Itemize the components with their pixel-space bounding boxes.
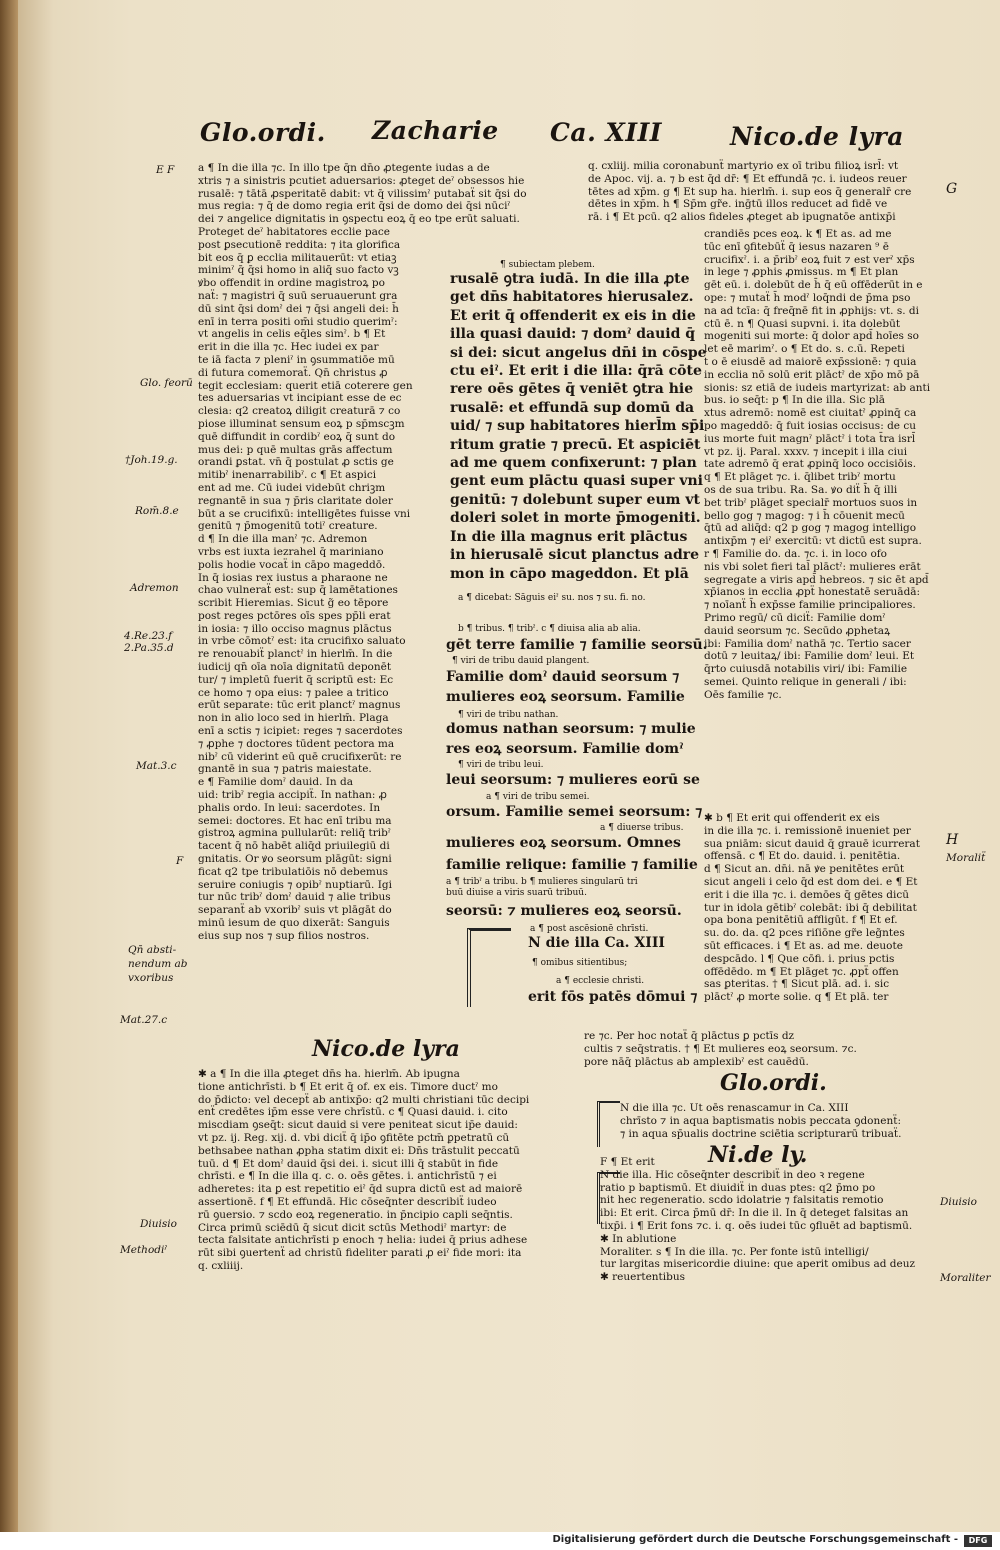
margin-glo-feorum: Glo. feorū bbox=[140, 377, 193, 389]
bible-text-line: mulieres eoꝝ seorsum. Omnes bbox=[446, 835, 681, 851]
postilla-line: pore nāq̄ plāctus ab amplexibˀ est cauēdū. bbox=[584, 1055, 809, 1068]
gloss-line: post ꝑsecutionē reddita: ⁊ ita glorifica bbox=[198, 238, 401, 251]
lyra-line: miscdiam ꝯseq̄t: sicut dauid si vere peniteat sicut ip̄e dauid: bbox=[198, 1119, 518, 1132]
postilla-line: erit i die illa ⁊c. i. demōes q̄ gētes dicū bbox=[704, 888, 909, 901]
gloss-line: chao vulneraẗ est: sup q̄ lamētationes bbox=[198, 584, 398, 597]
gloss-line: di futura comemoraẗ. Qn̄ christus ꝓ bbox=[198, 366, 388, 379]
postilla-line: q̄rto cuiusdā notabilis viri/ ibi: Familie bbox=[704, 663, 908, 676]
margin-adremon: Adremon bbox=[130, 582, 179, 594]
lyra-line: nit hec regeneratio. scdo idolatrie ⁊ falsitatis remotio bbox=[600, 1194, 884, 1207]
postilla-line: sionis: sz etiā de iudeis martyrizat: ab anti bbox=[704, 381, 931, 394]
postilla-line: plāctˀ ꝓ morte solie. q ¶ Et plā. ter bbox=[704, 991, 889, 1004]
gloss-line: vt angelis in celis eq̄les simˀ. b ¶ Et bbox=[198, 328, 386, 341]
gloss-line: scribit Hieremias. Sicut g̃ eo tēpore bbox=[198, 597, 389, 610]
gloss-line: ꝟbo offendit in ordine magistroꝝ po bbox=[198, 277, 385, 290]
gloss-line: uid: tribˀ regia accipiẗ. In nathan: ꝓ bbox=[198, 789, 387, 802]
postilla-line: opa bona penitētiū affligūt. f ¶ Et ef. bbox=[704, 914, 898, 927]
gloss-line: clesia: q2 creatoꝝ diligit creaturā ⁊ co bbox=[198, 405, 401, 418]
lyra-line: q. cxliiij. bbox=[198, 1259, 244, 1272]
postilla-line: let eē marimˀ. o ¶ Et do. s. c.ū. Repeti bbox=[704, 343, 905, 356]
gloss-line: erit in die illa ⁊c. Hec iudei ex par bbox=[198, 341, 379, 354]
lyra-ch13-commentary bbox=[600, 1156, 942, 1316]
gloss-line: rā. i ¶ Et pcū. q2 alios fideles ꝓteget ab ipugnatōe antixp̄i bbox=[588, 211, 896, 224]
section-heading-glo-ordi: Glo.ordi. bbox=[720, 1070, 827, 1096]
gloss-line: polis hodie vocaẗ in cāpo mageddō. bbox=[198, 558, 386, 571]
lyra-line: tur largitas misericordie diuine: que aperit omibus ad deuz bbox=[600, 1258, 916, 1271]
lyra-line: ✱ reuertentibus bbox=[600, 1271, 686, 1284]
gloss-line: in vrbe cōmotˀ est: ita crucifixo saluato bbox=[198, 635, 406, 648]
lyra-line: vt pz. ij. Reg. xij. d. vbi diciẗ q̄ ip̄o ꝯfitēte pctm̄ ꝑpetratū cū bbox=[198, 1131, 510, 1144]
gloss-line: In q̄ iosias rex iustus a pharaone ne bbox=[198, 571, 388, 584]
postilla-line: r ¶ Familie do. da. ⁊c. i. in loco ofo bbox=[704, 547, 887, 560]
bible-text-line: get dn̄s habitatores hierusalez. bbox=[450, 289, 694, 306]
postilla-line: q ¶ Et plāget ⁊c. i. q̄libet tribˀ mortu bbox=[704, 471, 896, 484]
gloss-line: chrīsto ⁊ in aqua baptismatis nobis peccata ꝯdonenẗ: bbox=[620, 1114, 901, 1127]
postilla-line: offensā. c ¶ Et do. dauid. i. penitētia. bbox=[704, 850, 901, 863]
lyra-line: rū ꝯuersio. ⁊ scdo eoꝝ regeneratio. in p̄ncipio capli seq̄ntis. bbox=[198, 1208, 513, 1221]
bible-text-line: res eoꝝ seorsum. Familie domˀ bbox=[446, 741, 684, 757]
gloss-line: separanẗ ab vxoribˀ suis vt plāgāt do bbox=[198, 904, 392, 917]
postilla-line: in lege ⁊ ꝓphis ꝓmissus. m ¶ Et plan bbox=[704, 266, 899, 279]
postilla-line: ibi: Familia domˀ nathā ⁊c. Tertio sacer bbox=[704, 637, 911, 650]
postilla-line: in die illa ⁊c. i. remissionē inueniet per bbox=[704, 824, 911, 837]
margin-mat-3: Mat.3.c bbox=[136, 760, 177, 772]
gloss-line: ce homo ⁊ opa eius: ⁊ palee a tritico bbox=[198, 686, 389, 699]
bible-text-block-1 bbox=[450, 270, 707, 590]
section-heading-ni-de-ly: Ni.de ly. bbox=[708, 1142, 808, 1168]
margin-h: H bbox=[946, 832, 959, 848]
interlinear-gloss: ¶ omibus sitientibus; bbox=[532, 958, 628, 968]
postilla-line: antixp̄m ⁊ eiˀ exercitū: vt dictū est supra. bbox=[704, 535, 922, 548]
gloss-line: d ¶ In die illa manˀ ⁊c. Adremon bbox=[198, 533, 368, 546]
bible-text-line: mulieres eoꝝ seorsum. Familie bbox=[446, 689, 685, 705]
gloss-line: quē diffundit in cordibˀ eoꝝ q̄ sunt do bbox=[198, 430, 396, 443]
footer-credit: Digitalisierung gefördert durch die Deutsche Forschungsgemeinschaft - bbox=[552, 1534, 958, 1545]
margin-vxoribus: vxoribus bbox=[128, 972, 174, 984]
postilla-line: mogeniti sui morte: q̄ dolor apd̄ hoīes so bbox=[704, 330, 919, 343]
gloss-line: mitibˀ inenarrabilibˀ. c ¶ Et aspici bbox=[198, 469, 377, 482]
gloss-line: non in alio loco sed in hierlm̄. Plaga bbox=[198, 712, 389, 725]
lyra-line: assertionē. f ¶ Et effundā. Hic cōseq̄nter describiẗ iudeo bbox=[198, 1195, 497, 1208]
gloss-line: naẗ: ⁊ magistri q̄ suū seruauerunt gra bbox=[198, 289, 398, 302]
postilla-line: su. do. da. q2 pces riſiōne gr̃e leg̃ntes bbox=[704, 927, 905, 940]
gloss-line: erūt separate: tūc erit planctˀ magnus bbox=[198, 699, 401, 712]
gloss-line: mus regia: ⁊ q̄ de domo regia erit q̄si de domo dei q̄si nūciˀ bbox=[198, 200, 511, 213]
section-heading-nico-de-lyra: Nico.de lyra bbox=[312, 1036, 460, 1062]
postilla-line: segregate a viris apd̄ hebreos. ⁊ sic ēt apd̄ bbox=[704, 573, 929, 586]
postilla-line: ⁊ noīanẗ h̄ exp̄sse familie principaliores. bbox=[704, 599, 916, 612]
margin-f: F bbox=[176, 855, 184, 867]
gloss-line: post reges pctōres oīs spes pp̄li erat bbox=[198, 609, 391, 622]
postilla-line: Oēs familie ⁊c. bbox=[704, 688, 782, 701]
right-moral-continuation bbox=[584, 1030, 944, 1074]
bible-text-line: mon in cāpo mageddon. Et plā bbox=[450, 565, 689, 582]
margin-2-pa: 2.Pa.35.d bbox=[124, 642, 174, 654]
margin-diuisio: Diuisio bbox=[140, 1218, 177, 1230]
gloss-line: genitū ⁊ p̄mogenitū totiˀ creature. bbox=[198, 520, 378, 533]
bible-text-line: gēt terre familie ⁊ familie seorsū. bbox=[446, 637, 708, 653]
glossa-ordinaria-ch13 bbox=[620, 1102, 942, 1142]
postilla-line: tate adremō q̄ erat ꝓpinq̄ loco occisiōis. bbox=[704, 458, 917, 471]
bible-text-line: rere oēs gētes q̄ veniēt ꝯtra hie bbox=[450, 381, 694, 398]
postilla-line: xtus adremō: nomē est ciuitatˀ ꝓpinq̄ ca bbox=[704, 407, 917, 420]
gloss-line: ent ad me. Cū iudei videbūt chriꝫm bbox=[198, 481, 386, 494]
gloss-line: gnantē in sua ⁊ patris maiestate. bbox=[198, 763, 372, 776]
bible-text-line: In die illa magnus erit plāctus bbox=[450, 528, 688, 545]
bible-text-line: rusalē: et effundā sup domū da bbox=[450, 399, 695, 416]
postilla-line: ius morte fuit magnˀ plāctˀ i tota t̄ra isrl̄ bbox=[704, 432, 916, 445]
margin-4-re: 4.Re.23.f bbox=[124, 630, 173, 642]
lyra-line: ✱ In ablutione bbox=[600, 1232, 677, 1245]
margin-qn-abstinendum: Qn̄ absti- bbox=[128, 944, 177, 956]
postilla-line: bus. io seq̄t: p ¶ In die illa. Sic plā bbox=[704, 394, 886, 407]
gloss-line: dei ⁊ angelice dignitatis in ꝯspectu eoꝝ q̄ eo tpe erūt saluati. bbox=[198, 213, 520, 226]
gloss-line: tur/ ⁊ impletū fuerit q̄ scriptū est: Ec bbox=[198, 673, 394, 686]
gloss-line: a ¶ In die illa ⁊c. In illo tpe q̄n dn̄o ꝓtegente iudas a de bbox=[198, 162, 490, 174]
postilla-line: in ecclia nō solū erit plāctˀ de xp̄o mō pā bbox=[704, 368, 920, 381]
postilla-line: nis vbi solet fieri tal̄ plāctˀ: mulieres erāt bbox=[704, 560, 921, 573]
gloss-line: tur nūc tribˀ domˀ dauid ⁊ alie tribus bbox=[198, 891, 391, 904]
gloss-line: piose illuminat sensum eoꝝ p sp̄mscꝫm bbox=[198, 417, 405, 430]
postilla-line: q̄tū ad aliq̄d: q2 p gog ⁊ magog intelligo bbox=[704, 522, 917, 535]
gloss-line: te iā facta ⁊ pleniˀ in ꝯsummatiōe mū bbox=[198, 353, 395, 366]
postilla-line: Primo regū/ cū diciẗ: Familie domˀ bbox=[704, 611, 886, 624]
postilla-line: ✱ b ¶ Et erit qui offenderit ex eis bbox=[704, 812, 880, 824]
gloss-line: semei: doctores. Et hac enī tribu ma bbox=[198, 814, 392, 827]
interlinear-gloss: ¶ viri de tribu dauid plangent. bbox=[452, 656, 590, 666]
lyra-line: tixp̄i. i ¶ Erit fons ⁊c. i. q. oēs iudei tūc ꝯfluēt ad baptismū. bbox=[600, 1219, 913, 1232]
chapter-opening-line: erit fōs patēs dōmui ⁊ bbox=[528, 989, 698, 1005]
postilla-line: ctū ē. n ¶ Quasi supvni. i. ita dolebūt bbox=[704, 317, 901, 330]
interlinear-gloss: a ¶ post ascēsionē chrīsti. bbox=[530, 924, 649, 934]
gloss-line: ⁊ in aqua sp̄ualis doctrine sciētia scripturarū tribuaẗ. bbox=[620, 1127, 902, 1140]
lyra-line: adheretes: ita ꝑ est repetitio eiˀ q̄d supra dictū est ad maiorē bbox=[198, 1183, 523, 1196]
bible-text-line: illa quasi dauid: ⁊ domˀ dauid q̄ bbox=[450, 326, 696, 343]
gloss-line: Proteget deˀ habitatores ecclie pace bbox=[198, 225, 390, 238]
gloss-line: gistroꝝ agmina pullularūt: reliq̄ tribˀ bbox=[198, 827, 391, 840]
gloss-line: gnitatis. Or ꝟo seorsum plāgūt: signi bbox=[198, 853, 392, 866]
gloss-line: regnantē in sua ⁊ p̄ris claritate doler bbox=[198, 494, 393, 507]
lyra-line: do p̄dicto: vel decepẗ ab antixp̄o: q2 multi christiani tūc decipi bbox=[198, 1093, 530, 1106]
postilla-line: vt pz. ij. Paral. xxxv. ⁊ incepit i illa ciui bbox=[704, 445, 908, 458]
gloss-line: in iosia: ⁊ illo occiso magnus plāctus bbox=[198, 622, 392, 635]
book-gutter bbox=[0, 0, 18, 1532]
interlinear-gloss: ¶ subiectam plebem. bbox=[500, 260, 595, 270]
gloss-line: rusalē: ⁊ tātā ꝓsperitatē dabit: vt q̄ vilissimˀ putabaẗ sit q̄si do bbox=[198, 187, 527, 200]
decorated-initial-i bbox=[467, 928, 511, 1007]
gloss-line: ficat q2 tpe tribulatiōis nō debemus bbox=[198, 865, 389, 878]
bible-text-line: seorsū: ⁊ mulieres eoꝝ seorsū. bbox=[446, 903, 682, 919]
interlinear-gloss: ¶ viri de tribu nathan. bbox=[458, 710, 559, 720]
gloss-line: tes aduersarias vt incipiant esse de ec bbox=[198, 392, 402, 405]
interlinear-gloss: a ¶ diuerse tribus. bbox=[600, 823, 684, 833]
lyra-line: tecta falsitate antichrīsti p enoch ⁊ helia: iudei q̄ prius adhese bbox=[198, 1234, 528, 1247]
lyra-commentary bbox=[198, 1068, 566, 1284]
postilla-line: sūt efficaces. i ¶ Et as. ad me. deuote bbox=[704, 939, 903, 952]
header-zacharie: Zacharie bbox=[372, 116, 499, 145]
lyra-line: ibi: Et erit. Circa p̄mū dr̄: In die il. In q̄ deteget falsitas an bbox=[600, 1207, 909, 1220]
decorated-initial-i bbox=[597, 1101, 620, 1147]
bible-text-line: Familie domˀ dauid seorsum ⁊ bbox=[446, 669, 680, 685]
gloss-line: enī a sctis ⁊ icipiet: reges ⁊ sacerdotes bbox=[198, 725, 403, 738]
bible-text-line: uid/ ⁊ sup habitatores hierl̄m sp̄i bbox=[450, 418, 705, 435]
margin-joh: †Joh.19.g. bbox=[125, 454, 178, 466]
interlinear-gloss: ¶ viri de tribu leui. bbox=[458, 760, 544, 770]
gloss-line: dū sint q̄si domˀ dei ⁊ q̄si angeli dei: h̄ bbox=[198, 302, 399, 315]
bible-text-line: gent eum plāctu quasi super vni bbox=[450, 473, 703, 490]
lyra-line: Circa primū sciēdū q̄ sicut dicit sctūs Methodiˀ martyr: de bbox=[198, 1221, 507, 1234]
postilla-line: bello gog ⁊ magog: ⁊ i h̄ cōuenit mecū bbox=[704, 509, 905, 522]
gloss-line: N die illa ⁊c. Ut oēs renascamur in Ca. XIII bbox=[620, 1102, 849, 1114]
gloss-line: iudicij qn̄ oīa noīa dignitatū deponēt bbox=[198, 661, 392, 674]
postilla-line: na ad tcīa: q̄ freq̄nē fit in ꝓphijs: vt. s. di bbox=[704, 304, 919, 317]
header-chapter: Ca. XIII bbox=[550, 118, 662, 147]
lyra-line: ✱ a ¶ In die illa ꝓteget dn̄s ha. hierlm̄. Ab ipugna bbox=[198, 1068, 460, 1080]
bible-text-line: doleri solet in morte p̄mogeniti. bbox=[450, 510, 701, 527]
postilla-line: cultis ⁊ seq̄stratis. † ¶ Et mulieres eoꝝ seorsum. ⁊c. bbox=[584, 1042, 857, 1055]
margin-moraliter: Moraliẗ bbox=[946, 852, 986, 864]
postilla-line: po mageddō: q̄ fuit iosias occisus: de cu bbox=[704, 419, 916, 432]
gloss-line: nibˀ cū viderint eū quē crucifixerūt: re bbox=[198, 750, 402, 763]
lyra-line: tuū. d ¶ Et domˀ dauid q̄si dei. i. sicut illi q̄ stabūt in fide bbox=[198, 1157, 499, 1170]
margin-g: G bbox=[946, 181, 958, 197]
postilla-line: tūc enī ꝯfitebūẗ q̄ iesus nazaren ⁹ ē bbox=[704, 240, 889, 253]
postilla-line: despcādo. l ¶ Que cōfi. i. prius pctis bbox=[704, 952, 895, 965]
gloss-line: būt a se crucifixū: intelligētes fuisse vni bbox=[198, 507, 411, 520]
postilla-line: t o ē eiusdē ad maiorē exp̄ssionē: ⁊ quia bbox=[704, 355, 917, 368]
lyra-line: ratio p baptismū. Et diuidiẗ in duas ptes: q2 p̄mo po bbox=[600, 1181, 876, 1194]
gloss-line: vrbs est iuxta iezrahel q̄ mariniano bbox=[198, 545, 384, 558]
bible-text-line: ritum gratie ⁊ precū. Et aspiciēt bbox=[450, 436, 701, 453]
postilla-line: semei. Quinto relique in generali / ibi: bbox=[704, 675, 907, 688]
postilla-line: ope: ⁊ mutaẗ h̄ modˀ loq̄ndi de p̄ma pso bbox=[704, 291, 911, 304]
interlinear-gloss: b ¶ tribus. ¶ tribˀ. c ¶ diuisa alia ab alia. bbox=[458, 624, 641, 634]
lyra-line: N die illa. Hic cōseq̄nter describiẗ in deo ꝛ regene bbox=[600, 1168, 865, 1181]
gloss-line: q. cxliij. milia coronabunẗ martyrio ex oī tribu filioꝝ isrl̄: vt bbox=[588, 160, 899, 172]
gloss-line: eius sup nos ⁊ sup filios nostros. bbox=[198, 929, 370, 942]
gloss-line: enī in terra positi om̄i studio querimˀ: bbox=[198, 315, 398, 328]
postilla-line: re ⁊c. Per hoc notaẗ q̄ plāctus ꝑ pctīs dz bbox=[584, 1030, 795, 1042]
gloss-line: orandi ꝑstat. vn̄ q̄ postulat ꝓ sctis ge bbox=[198, 456, 394, 469]
gloss-line: mus dei: p quē multas grās affectum bbox=[198, 443, 393, 456]
interlinear-gloss: buū diuise a viris suarū tribuū. bbox=[446, 888, 587, 898]
bible-text-line: Et erit q̄ offenderit ex eis in die bbox=[450, 307, 696, 324]
margin-moraliter-right: Moraliter bbox=[940, 1272, 991, 1284]
lyra-line: rūt sibi ꝯuertenẗ ad christū fideliter parati ꝓ eiˀ fide mori: ita bbox=[198, 1247, 522, 1260]
lyra-line: bethsabee nathan ꝓpha statim dixit ei: Dn̄s trāstulit peccatū bbox=[198, 1144, 520, 1157]
gloss-line: dētes in xp̄m. h ¶ Sp̄m gr̃e. inḡtū illos reducet ad fidē ve bbox=[588, 198, 888, 211]
bible-text-line: orsum. Familie semei seorsum: ⁊ bbox=[446, 804, 703, 820]
dfg-logo: DFG bbox=[964, 1535, 992, 1547]
right-postilla-column bbox=[704, 228, 952, 808]
interlinear-gloss: a ¶ ecclesie christi. bbox=[556, 976, 645, 986]
margin-rom: Rom̄.8.e bbox=[135, 505, 179, 517]
gloss-line: ⁊ ꝓphe ⁊ doctores tūdent pectora ma bbox=[198, 737, 395, 750]
gloss-line: minimˀ q̄ q̄si homo in aliq̄ suo facto vꝫ bbox=[198, 264, 399, 277]
postilla-line: dauid seorsum ⁊c. Secūdo ꝓphetaꝝ bbox=[704, 624, 891, 637]
postilla-line: xp̄ianos in ecclia ꝓpẗ honestatē seruādā: bbox=[704, 586, 921, 599]
bible-text-line: genitū: ⁊ dolebunt super eum vt bbox=[450, 491, 700, 508]
bible-text-line: rusalē ꝯtra iudā. In die illa ꝓte bbox=[450, 271, 690, 287]
margin-methodi: Methodiˀ bbox=[120, 1244, 168, 1256]
gloss-line: xtris ⁊ a sinistris pcutiet aduersarios: ꝓteget deˀ obsessos hie bbox=[198, 174, 525, 187]
lyra-line: chrīsti. e ¶ In die illa q. c. o. oēs gētes. i. antichrīstū ⁊ ei bbox=[198, 1170, 497, 1183]
bible-text-line: leui seorsum: ⁊ mulieres eorū se bbox=[446, 772, 700, 788]
postilla-line: crandiēs pces eoꝝ. k ¶ Et as. ad me bbox=[704, 228, 892, 240]
interlinear-gloss: a ¶ dicebat: Sāguis eiˀ su. nos ⁊ su. fi. no. bbox=[458, 593, 646, 603]
gloss-line: minū iesum de quo dixerāt: Sanguis bbox=[198, 917, 390, 930]
postilla-line: sua pniām: sicut dauid q̄ grauē icurrerat bbox=[704, 837, 920, 850]
gloss-line: phalis ordo. In leui: sacerdotes. In bbox=[198, 801, 381, 814]
postilla-line: bet tribˀ plāget specialr̄ mortuos suos in bbox=[704, 496, 918, 509]
interlinear-gloss: a ¶ viri de tribu semei. bbox=[486, 792, 590, 802]
postilla-line: dotū ⁊ leuitaꝝ/ ibi: Familie domˀ leui. Et bbox=[704, 650, 915, 663]
right-moral-column bbox=[704, 812, 952, 1012]
postilla-line: offēdēdo. m ¶ Et plāget ⁊c. ꝓpẗ offen bbox=[704, 965, 899, 978]
postilla-line: crucifixˀ. i. a p̄ribˀ eoꝝ fuit ⁊ est verˀ xp̄s bbox=[704, 253, 915, 266]
bible-text-line: ctu eiˀ. Et erit i die illa: q̄rā cōte bbox=[450, 363, 702, 380]
postilla-line: d ¶ Sicut an. dn̄i. nā ꝟe penitētes erūt bbox=[704, 863, 905, 876]
bible-text-line: familie relique: familie ⁊ familie bbox=[446, 857, 698, 873]
gloss-line: bit eos q̄ ꝑ ecclia militauerūt: vt etiaꝫ bbox=[198, 251, 397, 264]
bible-text-line: ad me quem confixerunt: ⁊ plan bbox=[450, 455, 697, 472]
header-nico-de-lyra: Nico.de lyra bbox=[730, 122, 904, 151]
bible-text-line: domus nathan seorsum: ⁊ mulie bbox=[446, 721, 696, 737]
center-top-gloss bbox=[588, 160, 956, 230]
chapter-opening-line: N die illa Ca. XIII bbox=[528, 935, 665, 951]
postilla-line: sicut angeli i celo q̄d est dom dei. e ¶ Et bbox=[704, 875, 918, 888]
postilla-line: sas ꝑteritas. † ¶ Sicut plā. ad. i. sic bbox=[704, 978, 890, 991]
gloss-line: seruire coniugis ⁊ opibˀ nuptiarū. Igi bbox=[198, 878, 392, 891]
postilla-line: tur in idola gētibˀ colebāt: ibi q̄ debilitat bbox=[704, 901, 917, 914]
gloss-line: e ¶ Familie domˀ dauid. In da bbox=[198, 776, 353, 789]
margin-mat-27: Mat.27.c bbox=[120, 1014, 168, 1026]
margin-nendum-ab: nendum ab bbox=[128, 958, 188, 970]
interlinear-gloss: a ¶ tribˀ a tribu. b ¶ mulieres singularū tri bbox=[446, 877, 638, 887]
gloss-line: tacent q̄ nō habēt aliq̄d priuilegiū di bbox=[198, 840, 390, 853]
postilla-line: gēt eū. i. dolebūt de h̄ q̄ eū offēderūt in e bbox=[704, 279, 923, 292]
gloss-line: tētes ad xp̄m. g ¶ Et sup ha. hierlm̄. i. sup eos q̄ generalr̄ cre bbox=[588, 185, 912, 198]
postilla-line: os de sua tribu. Ra. Sa. ꝟo diẗ h̄ q̄ illi bbox=[704, 483, 898, 496]
gloss-line: re renouabiẗ planctˀ in hierlm̄. In die bbox=[198, 648, 393, 661]
header-glo-ordi: Glo.ordi. bbox=[200, 118, 326, 147]
gloss-line: de Apoc. vij. a. ⁊ b est q̄d dr̄: ¶ Et effundā ⁊c. i. iudeos reuer bbox=[588, 172, 907, 185]
bible-text-line: si dei: sicut angelus dn̄i in cōspe bbox=[450, 344, 707, 361]
lyra-line: F ¶ Et erit bbox=[600, 1156, 655, 1168]
lyra-line: Moraliter. s ¶ In die illa. ⁊c. Per fonte istū intelligi/ bbox=[600, 1245, 869, 1258]
margin-ef: E F bbox=[156, 164, 175, 176]
bible-text-line: in hierusalē sicut planctus adre bbox=[450, 547, 700, 564]
lyra-line: enẗ credētes ip̄m esse vere chrīstū. c ¶ Quasi dauid. i. cito bbox=[198, 1106, 508, 1119]
margin-diuisio-right: Diuisio bbox=[940, 1196, 977, 1208]
gloss-line: tegit ecclesiam: querit etiā coterere gen bbox=[198, 379, 413, 392]
lyra-line: tione antichrīsti. b ¶ Et erit q̄ of. ex eis. Timore ductˀ mo bbox=[198, 1080, 498, 1093]
